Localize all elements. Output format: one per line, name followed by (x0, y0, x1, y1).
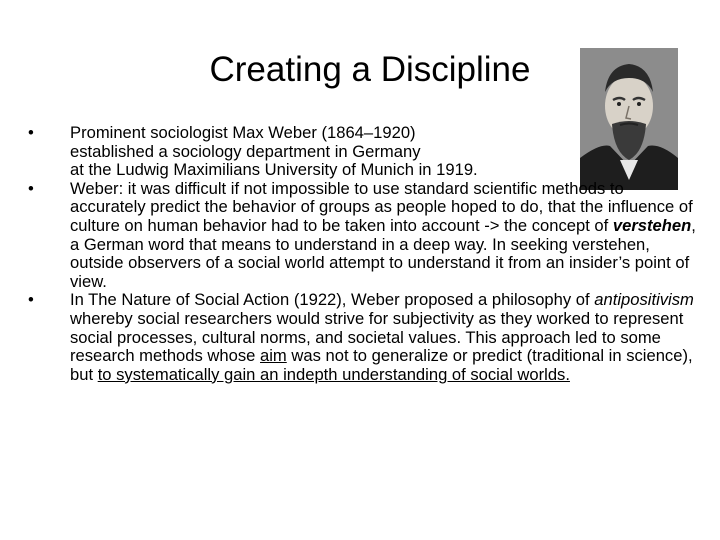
emphasized-term: verstehen (612, 215, 692, 235)
bullet-text: Weber: it was difficult if not impossible to use standard scientific methods to accurately predict the behavior of groups as people hoped to do, that the influence of culture on human behavior had to be taken into account -> the concept of (70, 178, 693, 235)
bullet-item-verstehen (28, 180, 698, 292)
bullet-list (28, 124, 698, 384)
bullet-text: In The Nature of Social Action (1922), Weber proposed a philosophy of (70, 290, 595, 310)
underlined-text: to systematically gain an indepth understanding of social worlds. (97, 364, 570, 384)
bullet-text-line: established a sociology department in Germany (70, 141, 421, 161)
bullet-text: was not to generalize or predict (traditional in science), but (70, 346, 693, 384)
bullet-marker: • (28, 178, 34, 198)
bullet-text-line: at the Ludwig Maximilians University of Munich in 1919. (70, 160, 478, 180)
bullet-marker: • (28, 290, 34, 310)
emphasized-term: antipositivism (594, 290, 694, 310)
bullet-item-antipositivism (28, 291, 698, 384)
slide-title: Creating a Discipline (209, 50, 531, 89)
bullet-item-weber-department (28, 124, 698, 180)
bullet-text-line: Prominent sociologist Max Weber (1864–1920) (70, 123, 416, 142)
underlined-text: aim (260, 346, 287, 366)
bullet-text: whereby social researchers would strive for subjectivity as they worked to represent social processes, cultural norms, and societal values. This approach led to some research methods whose (70, 308, 684, 366)
bullet-marker: • (28, 123, 34, 142)
bullet-text: , a German word that means to understand in a deep way. In seeking verstehen, outside observers of a social world attempt to understand it from an insider’s point of view. (70, 215, 696, 291)
